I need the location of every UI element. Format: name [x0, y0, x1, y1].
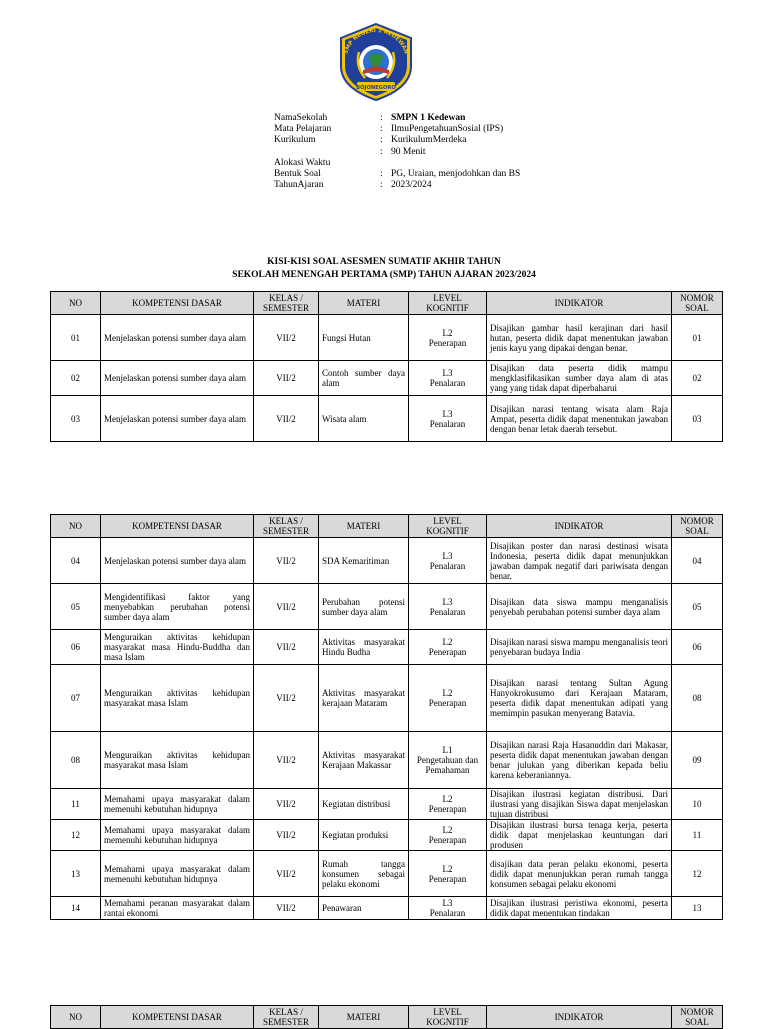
cell-no: 13 — [51, 851, 101, 897]
header-materi: MATERI — [319, 515, 409, 538]
cell-kelas: VII/2 — [254, 665, 319, 732]
header-level: LEVEL KOGNITIF — [409, 292, 487, 315]
cell-indikator: Disajikan narasi tentang wisata alam Raja Ampat, peserta didik dapat menentukan jawaban dengan benar letak daerah tersebut. — [487, 396, 672, 442]
school-logo — [333, 22, 419, 102]
header-indikator: INDIKATOR — [487, 292, 672, 315]
cell-kompetensi: Memahami upaya masyarakat dalam memenuhi kebutuhan hidupnya — [101, 820, 254, 851]
cell-kelas: VII/2 — [254, 897, 319, 920]
cell-nomor-soal: 01 — [672, 315, 723, 361]
cell-nomor-soal: 02 — [672, 361, 723, 396]
cell-kompetensi: Menguraikan aktivitas kehidupan masyarakat masa Islam — [101, 665, 254, 732]
cell-materi: Perubahan potensi sumber daya alam — [319, 584, 409, 630]
table-row — [51, 820, 723, 851]
cell-materi: Wisata alam — [319, 396, 409, 442]
cell-level: L3 Penalaran — [409, 897, 487, 920]
cell-indikator: Disajikan ilustrasi peristiwa ekonomi, peserta didik dapat menentukan tindakan — [487, 897, 672, 920]
cell-kelas: VII/2 — [254, 820, 319, 851]
header-kompetensi: KOMPETENSI DASAR — [101, 292, 254, 315]
table-header-row — [51, 1006, 723, 1029]
document-title — [0, 256, 768, 282]
cell-no: 07 — [51, 665, 101, 732]
cell-level: L2 Penerapan — [409, 665, 487, 732]
table-row — [51, 584, 723, 630]
cell-kompetensi: Menjelaskan potensi sumber daya alam — [101, 361, 254, 396]
cell-kelas: VII/2 — [254, 396, 319, 442]
school-year-value: 2023/2024 — [391, 180, 432, 191]
header-nomor: NOMOR SOAL — [672, 292, 723, 315]
cell-no: 11 — [51, 789, 101, 820]
kisi-kisi-table-2 — [50, 514, 723, 920]
header-kompetensi: KOMPETENSI DASAR — [101, 1006, 254, 1029]
cell-no: 01 — [51, 315, 101, 361]
cell-kelas: VII/2 — [254, 315, 319, 361]
cell-no: 05 — [51, 584, 101, 630]
cell-no: 04 — [51, 538, 101, 584]
title-line-2: SEKOLAH MENENGAH PERTAMA (SMP) TAHUN AJARAN 2023/2024 — [232, 270, 536, 280]
table-row — [51, 396, 723, 442]
cell-materi: SDA Kemaritiman — [319, 538, 409, 584]
header-level: LEVEL KOGNITIF — [409, 515, 487, 538]
cell-kompetensi: Mengidentifikasi faktor yang menyebabkan perubahan potensi sumber daya alam — [101, 584, 254, 630]
cell-nomor-soal: 12 — [672, 851, 723, 897]
school-name: SMPN 1 Kedewan — [391, 113, 466, 123]
table-row — [51, 315, 723, 361]
cell-indikator: Disajikan data siswa mampu menganalisis penyebab perubahan potensi sumber daya alam — [487, 584, 672, 630]
cell-materi: Penawaran — [319, 897, 409, 920]
cell-indikator: disajikan data peran pelaku ekonomi, peserta didik dapat menunjukkan peran rumah tangga konsumen sebagai pelaku ekonomi — [487, 851, 672, 897]
cell-materi: Contoh sumber daya alam — [319, 361, 409, 396]
header-kelas: KELAS / SEMESTER — [254, 292, 319, 315]
curriculum-value: KurikulumMerdeka — [391, 135, 467, 146]
info-row: : 90 Menit — [274, 147, 520, 158]
cell-materi: Fungsi Hutan — [319, 315, 409, 361]
info-label: Bentuk Soal — [274, 168, 321, 179]
question-type-value: PG, Uraian, menjodohkan dan BS — [391, 168, 521, 179]
cell-kelas: VII/2 — [254, 630, 319, 665]
header-materi: MATERI — [319, 1006, 409, 1029]
header-kelas: KELAS / SEMESTER — [254, 515, 319, 538]
info-label: Mata Pelajaran — [274, 124, 332, 135]
cell-level: L3 Penalaran — [409, 538, 487, 584]
cell-indikator: Disajikan narasi siswa mampu menganalisis teori penyebaran budaya India — [487, 630, 672, 665]
cell-materi: Aktivitas masyarakat Kerajaan Makassar — [319, 732, 409, 789]
table-row — [51, 732, 723, 789]
cell-nomor-soal: 10 — [672, 789, 723, 820]
table-row — [51, 630, 723, 665]
cell-kelas: VII/2 — [254, 584, 319, 630]
cell-kompetensi: Menjelaskan potensi sumber daya alam — [101, 396, 254, 442]
cell-kompetensi: Memahami upaya masyarakat dalam memenuhi kebutuhan hidupnya — [101, 789, 254, 820]
cell-materi: Rumah tangga konsumen sebagai pelaku ekonomi — [319, 851, 409, 897]
info-label: Kurikulum — [274, 135, 316, 146]
cell-indikator: Disajikan gambar hasil kerajinan dari hasil hutan, peserta didik dapat menentukan jawaban jenis kayu yang dipakai dengan benar. — [487, 315, 672, 361]
info-row: TahunAjaran : 2023/2024 — [274, 180, 432, 191]
cell-nomor-soal: 08 — [672, 665, 723, 732]
cell-materi: Aktivitas masyarakat Hindu Budha — [319, 630, 409, 665]
kisi-kisi-table-1 — [50, 291, 723, 442]
info-row — [274, 158, 520, 169]
header-materi: MATERI — [319, 292, 409, 315]
cell-materi: Kegiatan produksi — [319, 820, 409, 851]
logo-bottom-text: BOJONEGORO — [356, 84, 396, 91]
cell-no: 02 — [51, 361, 101, 396]
info-row: Mata Pelajaran : IlmuPengetahuanSosial (IPS) — [274, 124, 504, 135]
cell-nomor-soal: 03 — [672, 396, 723, 442]
table-row — [51, 851, 723, 897]
cell-kompetensi: Menjelaskan potensi sumber daya alam — [101, 315, 254, 361]
kisi-kisi-table-3 — [50, 1005, 723, 1029]
header-kelas: KELAS / SEMESTER — [254, 1006, 319, 1029]
header-kompetensi: KOMPETENSI DASAR — [101, 515, 254, 538]
cell-no: 14 — [51, 897, 101, 920]
cell-nomor-soal: 05 — [672, 584, 723, 630]
info-row: Kurikulum : KurikulumMerdeka — [274, 135, 467, 146]
cell-indikator: Disajikan narasi Raja Hasanuddin dari Makasar, peserta didik dapat menentukan jawaban dengan benar julukan yang diberikan kepada beliu karena keberaniannya. — [487, 732, 672, 789]
cell-kompetensi: Menjelaskan potensi sumber daya alam — [101, 538, 254, 584]
info-row: Bentuk Soal : PG, Uraian, menjodohkan dan BS — [274, 168, 521, 179]
header-no: NO — [51, 292, 101, 315]
table-row — [51, 361, 723, 396]
cell-indikator: Disajikan ilustrasi kegiatan distribusi. Dari ilustrasi yang disajikan Siswa dapat menjelaskan tujuan distribusi — [487, 789, 672, 820]
cell-nomor-soal: 11 — [672, 820, 723, 851]
cell-kompetensi: Menguraikan aktivitas kehidupan masyarakat masa Islam — [101, 732, 254, 789]
header-level: LEVEL KOGNITIF — [409, 1006, 487, 1029]
cell-no: 03 — [51, 396, 101, 442]
cell-level: L1 Pengetahuan dan Pemahaman — [409, 732, 487, 789]
cell-kelas: VII/2 — [254, 732, 319, 789]
cell-indikator: Disajikan poster dan narasi destinasi wisata Indonesia, peserta didik dapat menunjukkan jawaban dampak negatif dari pariwisata dengan benar. — [487, 538, 672, 584]
table-row — [51, 665, 723, 732]
cell-level: L2 Penerapan — [409, 851, 487, 897]
cell-materi: Kegiatan distribusi — [319, 789, 409, 820]
header-nomor: NOMOR SOAL — [672, 1006, 723, 1029]
table-row — [51, 789, 723, 820]
cell-kelas: VII/2 — [254, 851, 319, 897]
table-row — [51, 897, 723, 920]
info-row: NamaSekolah : SMPN 1 Kedewan — [274, 113, 466, 123]
cell-nomor-soal: 06 — [672, 630, 723, 665]
header-no: NO — [51, 515, 101, 538]
cell-level: L3 Penalaran — [409, 361, 487, 396]
cell-kompetensi: Menguraikan aktivitas kehidupan masyarakat masa Hindu-Buddha dan masa Islam — [101, 630, 254, 665]
cell-level: L3 Penalaran — [409, 396, 487, 442]
header-no: NO — [51, 1006, 101, 1029]
cell-level: L2 Penerapan — [409, 315, 487, 361]
cell-kompetensi: Memahami peranan masyarakat dalam rantai ekonomi — [101, 897, 254, 920]
cell-indikator: Disajikan ilustrasi bursa tenaga kerja, peserta didik dapat menjelaskan keuntungan dari produsen — [487, 820, 672, 851]
info-label: NamaSekolah — [274, 113, 328, 123]
cell-no: 08 — [51, 732, 101, 789]
info-label: TahunAjaran — [274, 180, 324, 191]
logo-top-text: SMP NEGERI 1 KEDEWAN — [343, 27, 409, 55]
cell-no: 06 — [51, 630, 101, 665]
duration-value: 90 Menit — [391, 146, 426, 157]
cell-indikator: Disajikan data peserta didik mampu mengklasifikasikan sumber daya alam di atas yang yang tidak dapat diperbaharui — [487, 361, 672, 396]
cell-kelas: VII/2 — [254, 361, 319, 396]
cell-materi: Aktivitas masyarakat kerajaan Mataram — [319, 665, 409, 732]
cell-no: 12 — [51, 820, 101, 851]
title-line-1: KISI-KISI SOAL ASESMEN SUMATIF AKHIR TAHUN — [267, 257, 501, 267]
header-nomor: NOMOR SOAL — [672, 515, 723, 538]
header-indikator: INDIKATOR — [487, 515, 672, 538]
cell-level: L2 Penerapan — [409, 630, 487, 665]
school-info — [274, 113, 520, 191]
cell-kompetensi: Memahami upaya masyarakat dalam memenuhi kebutuhan hidupnya — [101, 851, 254, 897]
cell-nomor-soal: 13 — [672, 897, 723, 920]
info-label: Alokasi Waktu — [274, 157, 331, 168]
cell-kelas: VII/2 — [254, 538, 319, 584]
table-header-row — [51, 292, 723, 315]
cell-kelas: VII/2 — [254, 789, 319, 820]
table-row — [51, 538, 723, 584]
header-indikator: INDIKATOR — [487, 1006, 672, 1029]
cell-nomor-soal: 09 — [672, 732, 723, 789]
cell-level: L2 Penerapan — [409, 789, 487, 820]
table-header-row — [51, 515, 723, 538]
cell-level: L2 Penerapan — [409, 820, 487, 851]
cell-level: L3 Penalaran — [409, 584, 487, 630]
subject-value: IlmuPengetahuanSosial (IPS) — [391, 124, 504, 135]
info-label — [274, 147, 380, 158]
cell-nomor-soal: 04 — [672, 538, 723, 584]
cell-indikator: Disajikan narasi tentang Sultan Agung Hanyokrokusumo dari Kerajaan Mataram, peserta didik dapat menentukan adipati yang memimpin pasukan menyerang Batavia. — [487, 665, 672, 732]
